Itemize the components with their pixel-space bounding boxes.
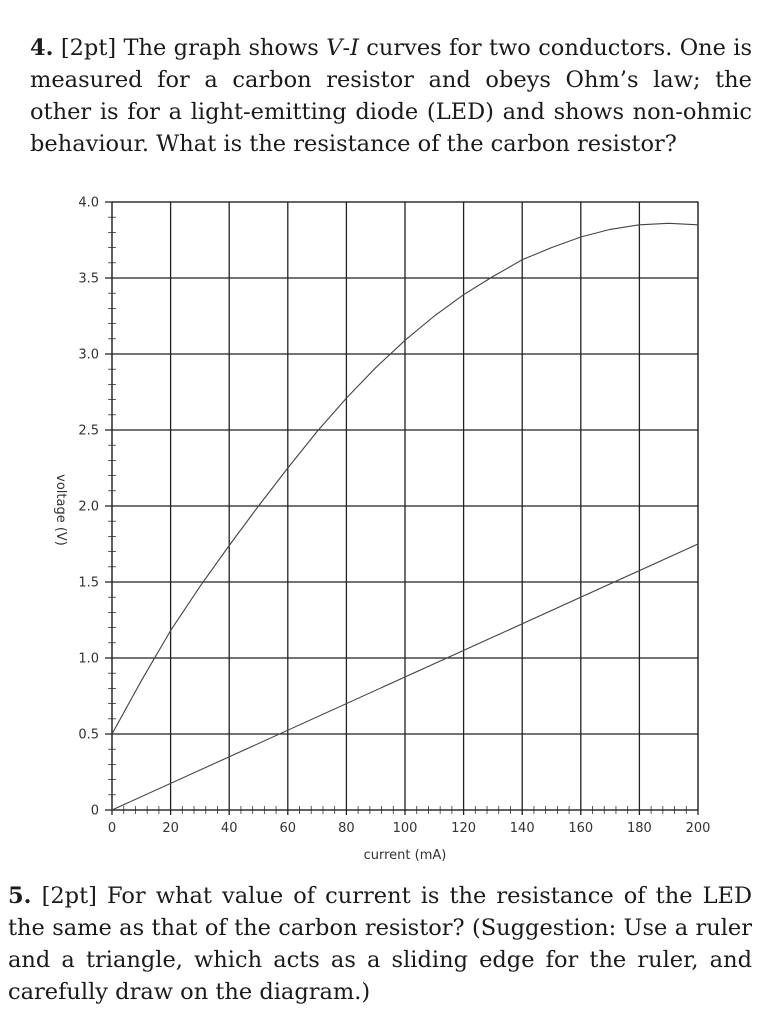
question-5-number: 5.	[8, 883, 32, 909]
y-tick-label: 0	[90, 803, 99, 819]
y-tick-label: 4.0	[78, 195, 99, 211]
x-tick-label: 180	[626, 821, 652, 836]
x-tick-label: 60	[279, 821, 297, 836]
question-4-points: [2pt]	[60, 35, 117, 61]
y-tick-label: 3.5	[78, 271, 99, 287]
x-tick-labels	[108, 821, 711, 836]
question-4	[30, 32, 752, 160]
question-4-text-after: curves for two conductors. One is measured for a carbon resistor and obeys Ohm’s law; the other is for a light-emitting diode (LED) and shows non-ohmic behaviour. What is the resistance of the carbon resistor?	[30, 35, 753, 157]
x-tick-label: 80	[338, 821, 355, 836]
question-5	[8, 880, 752, 1008]
v-symbol: V	[326, 35, 343, 61]
question-4-number: 4.	[30, 35, 54, 61]
i-symbol: I	[350, 35, 359, 61]
x-tick-label: 120	[451, 821, 477, 836]
x-axis-label: current (mA)	[363, 848, 447, 863]
x-tick-label: 160	[568, 821, 594, 836]
y-tick-label: 2.0	[78, 499, 99, 515]
y-tick-label: 0.5	[78, 727, 99, 743]
y-tick-label: 2.5	[78, 423, 99, 439]
question-5-text: For what value of current is the resistance of the LED the same as that of the carbon resistor? (Suggestion: Use a ruler and a triangle, which acts as a sliding edge for the ruler, and carefully draw on the diagram.)	[8, 883, 752, 1005]
dash: -	[342, 35, 351, 61]
vi-chart	[0, 180, 778, 870]
x-tick-label: 40	[220, 821, 238, 836]
x-tick-label: 20	[162, 821, 179, 836]
y-tick-label: 1.0	[78, 651, 99, 667]
y-tick-label: 1.5	[78, 575, 99, 591]
x-tick-label: 100	[392, 821, 418, 836]
x-tick-label: 140	[509, 821, 535, 836]
question-4-text-before: The graph shows	[123, 35, 319, 61]
y-tick-labels	[78, 196, 99, 819]
x-tick-label: 0	[107, 821, 117, 836]
x-tick-label: 200	[685, 821, 711, 836]
y-axis-label: voltage (V)	[53, 474, 68, 546]
y-tick-label: 3.0	[78, 347, 99, 363]
question-5-points: [2pt]	[41, 883, 97, 909]
